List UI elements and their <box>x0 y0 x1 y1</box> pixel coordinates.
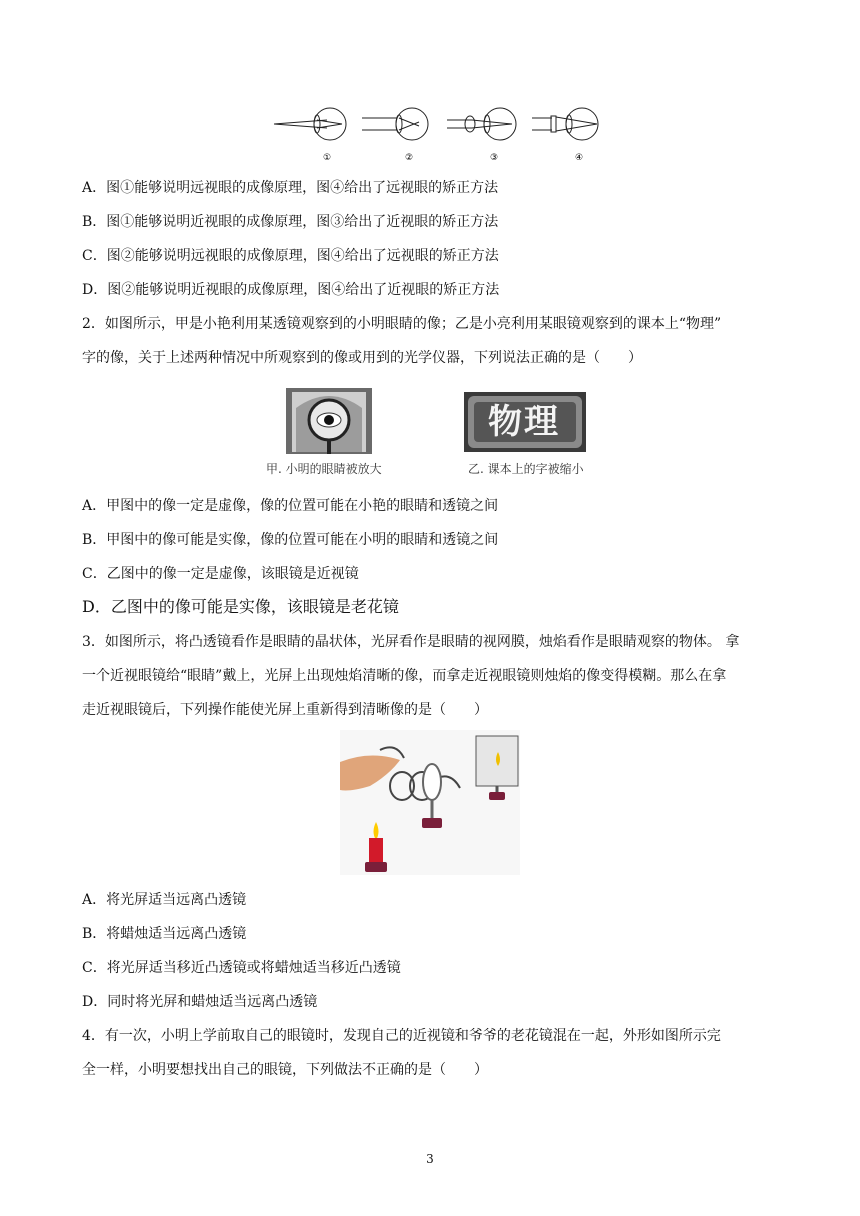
q3-option-b: B．将蜡烛适当远离凸透镜 <box>82 926 247 942</box>
q1-option-d: D．图②能够说明近视眼的成像原理，图④给出了近视眼的矫正方法 <box>82 282 500 298</box>
q3-stem-line-3: 走近视眼镜后，下列操作能使光屏上重新得到清晰像的是（ ） <box>82 702 488 718</box>
q2-option-b: B．甲图中的像可能是实像，像的位置可能在小明的眼睛和透镜之间 <box>82 532 499 548</box>
eye-diagram-3 <box>447 108 516 140</box>
magnified-eye-photo <box>286 388 372 454</box>
eye-model-experiment-photo <box>340 730 520 875</box>
q3-option-a: A．将光屏适当远离凸透镜 <box>82 892 247 908</box>
q2-option-d: D．乙图中的像可能是实像，该眼镜是老花镜 <box>82 597 399 616</box>
q2-stem-line-1: 2．如图所示，甲是小艳利用某透镜观察到的小明眼睛的像；乙是小亮利用某眼镜观察到的课本上“物理” <box>82 316 722 332</box>
q3-stem-line-1: 3．如图所示，将凸透镜看作是眼睛的晶状体，光屏看作是眼睛的视网膜，烛焰看作是眼睛观察的物体。 拿 <box>82 634 740 650</box>
q4-stem-line-1: 4．有一次，小明上学前取自己的眼镜时，发现自己的近视镜和爷爷的老花镜混在一起，外形如图所示完 <box>82 1028 721 1044</box>
q1-option-c: C．图②能够说明远视眼的成像原理，图④给出了远视眼的矫正方法 <box>82 248 499 264</box>
eye-diagram-2 <box>362 108 428 140</box>
page-number: 3 <box>426 1152 434 1166</box>
q2-option-c: C．乙图中的像一定是虚像，该眼镜是近视镜 <box>82 566 359 582</box>
figure-caption-jia: 甲. 小明的眼睛被放大 <box>266 462 382 476</box>
eye-label-1: ① <box>322 153 332 163</box>
q1-option-b: B．图①能够说明近视眼的成像原理，图③给出了近视眼的矫正方法 <box>82 214 499 230</box>
reduced-text-characters: 物理 <box>488 402 560 442</box>
q3-stem-line-2: 一个近视眼镜给“眼睛”戴上，光屏上出现烛焰清晰的像，而拿走近视眼镜则烛焰的像变得模糊。那么在拿 <box>82 668 727 684</box>
q1-option-a: A．图①能够说明远视眼的成像原理，图④给出了远视眼的矫正方法 <box>82 180 499 196</box>
q3-option-c: C．将光屏适当移近凸透镜或将蜡烛适当移近凸透镜 <box>82 960 401 976</box>
eye-lens-diagrams <box>272 104 612 164</box>
figure-caption-yi: 乙. 课本上的字被缩小 <box>468 462 584 476</box>
q4-stem-line-2: 全一样，小明要想找出自己的眼镜，下列做法不正确的是（ ） <box>82 1062 488 1078</box>
eye-label-3: ③ <box>489 153 499 163</box>
eye-diagram-4 <box>532 108 598 140</box>
eye-label-2: ② <box>404 153 414 163</box>
eye-label-4: ④ <box>574 153 584 163</box>
q3-option-d: D．同时将光屏和蜡烛适当远离凸透镜 <box>82 994 318 1010</box>
q2-stem-line-2: 字的像，关于上述两种情况中所观察到的像或用到的光学仪器，下列说法正确的是（ ） <box>82 350 642 366</box>
q2-option-a: A．甲图中的像一定是虚像，像的位置可能在小艳的眼睛和透镜之间 <box>82 498 499 514</box>
eye-diagram-1 <box>274 108 346 140</box>
